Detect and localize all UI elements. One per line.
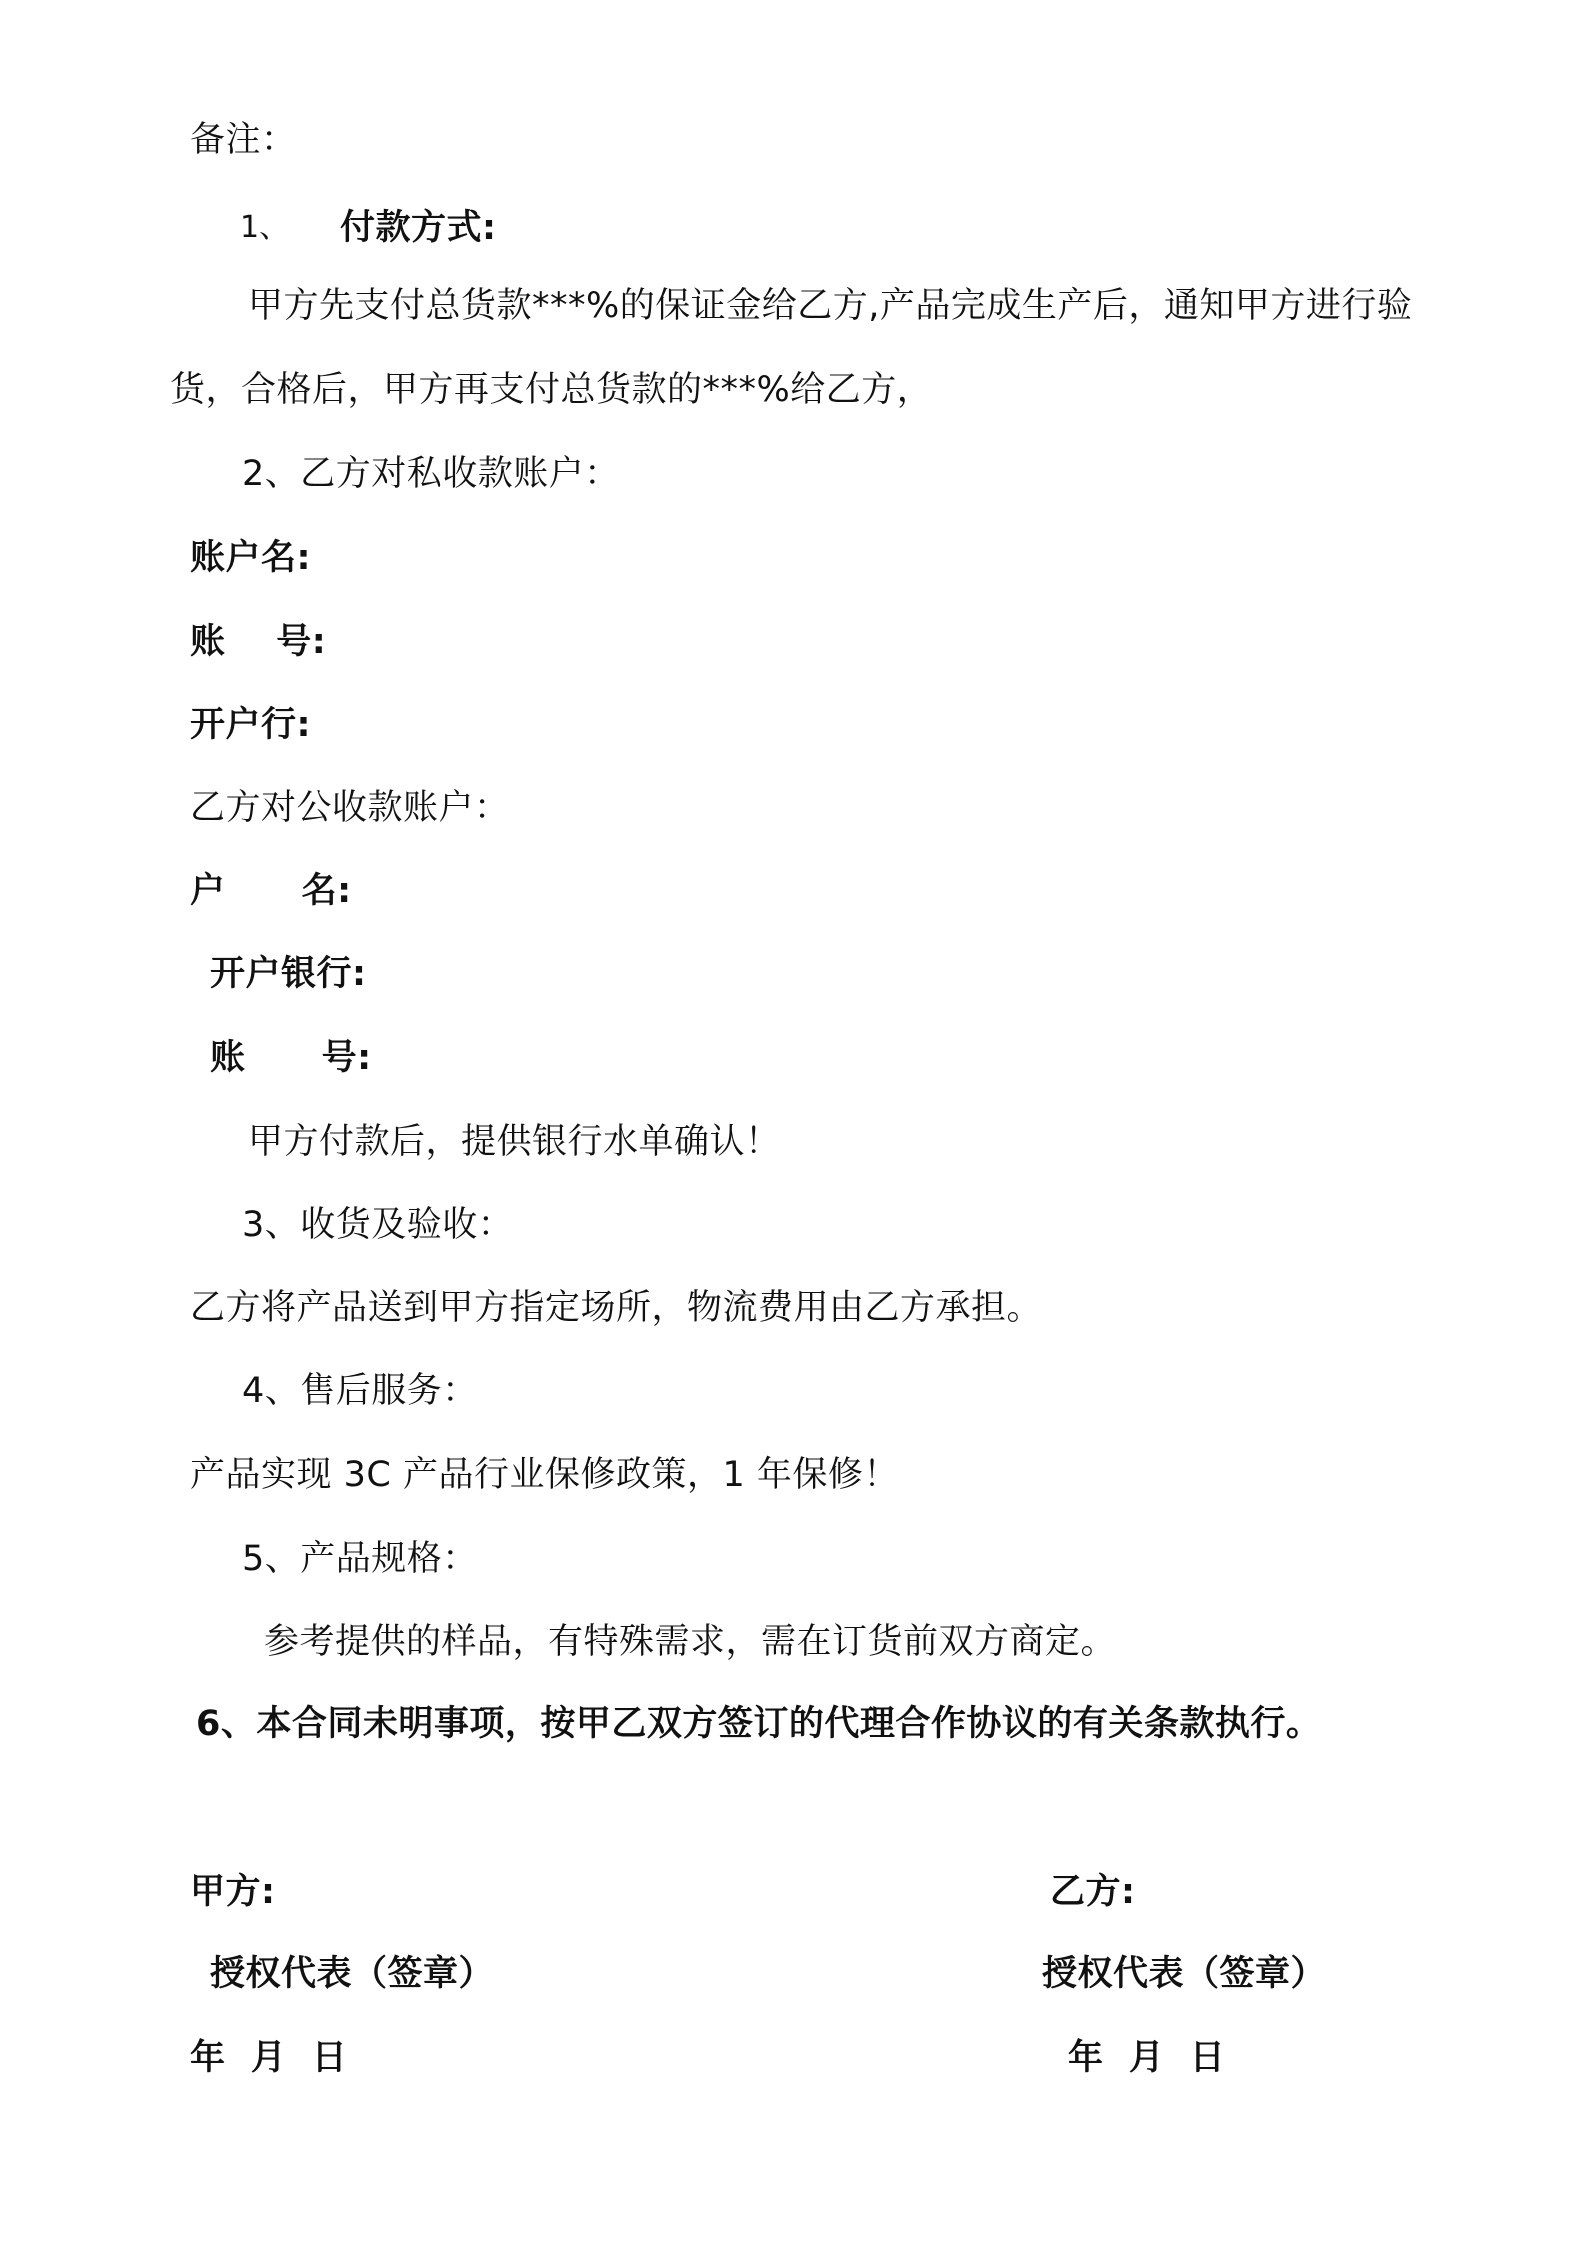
section6-text: 6、本合同未明事项，按甲乙双方签订的代理合作协议的有关条款执行。 [196, 1704, 1322, 1744]
section5-heading: 5、产品规格： [242, 1539, 478, 1579]
private-bank-label: 开户行: [190, 705, 311, 745]
party-a-rep-label: 授权代表（签章） [210, 1954, 495, 1994]
section4-text: 产品实现 3C 产品行业保修政策，1 年保修！ [190, 1455, 899, 1495]
party-b-label: 乙方: [1050, 1872, 1136, 1912]
party-b-date-label: 年 月 日 [1068, 2038, 1226, 2078]
section5-text: 参考提供的样品，有特殊需求，需在订货前双方商定。 [264, 1622, 1117, 1662]
section1-paragraph-line2: 货，合格后，甲方再支付总货款的***%给乙方， [170, 370, 933, 410]
section3-text: 乙方将产品送到甲方指定场所，物流费用由乙方承担。 [190, 1288, 1043, 1328]
party-a-date-label: 年 月 日 [190, 2038, 348, 2078]
section1-number: 1、 [240, 210, 290, 245]
section3-heading: 3、收货及验收： [242, 1205, 514, 1245]
section1-title: 付款方式: [340, 208, 497, 248]
public-bank-label: 开户银行: [210, 954, 367, 994]
public-account-number-label: 账 号: [210, 1038, 372, 1078]
payment-confirm-note: 甲方付款后，提供银行水单确认！ [248, 1122, 781, 1162]
public-account-name-label: 户 名: [190, 871, 352, 911]
remarks-label: 备注： [190, 120, 297, 160]
private-account-number-label: 账 号: [190, 622, 327, 662]
section4-heading: 4、售后服务： [242, 1371, 478, 1411]
party-a-label: 甲方: [190, 1872, 276, 1912]
section1-paragraph-line1: 甲方先支付总货款***%的保证金给乙方,产品完成生产后，通知甲方进行验 [248, 286, 1413, 326]
section2-heading: 2、乙方对私收款账户： [242, 454, 620, 494]
private-account-name-label: 账户名: [190, 538, 311, 578]
public-account-heading: 乙方对公收款账户： [190, 788, 510, 828]
party-b-rep-label: 授权代表（签章） [1042, 1954, 1327, 1994]
